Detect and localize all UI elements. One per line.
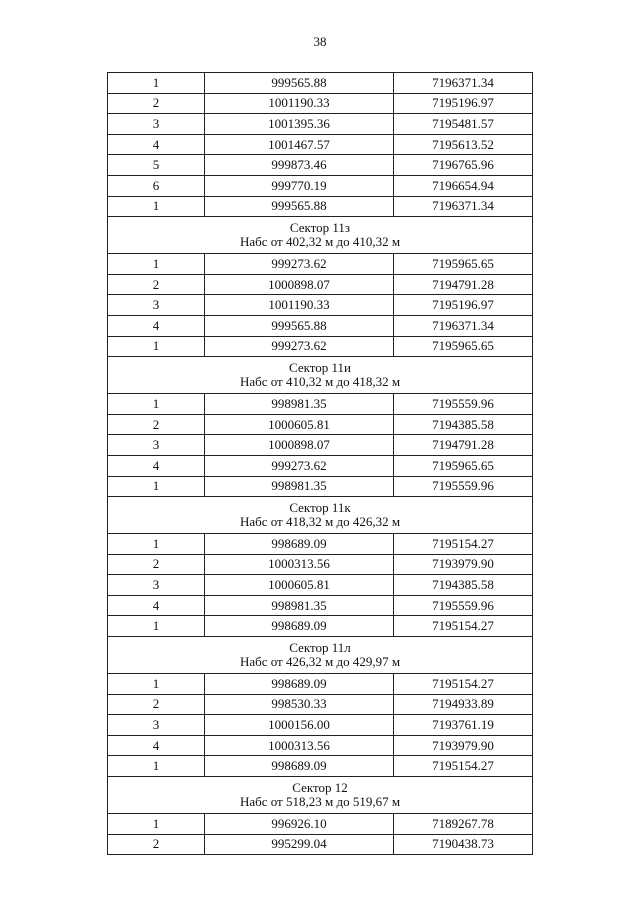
sector-height-range: Набс от 402,32 м до 410,32 м bbox=[239, 234, 401, 250]
sector-header-row bbox=[108, 777, 533, 814]
y-coordinate-cell: 7195196.97 bbox=[394, 93, 533, 114]
y-coordinate-cell: 7195196.97 bbox=[394, 295, 533, 316]
point-number-cell: 3 bbox=[108, 575, 205, 596]
y-coordinate-cell: 7194385.58 bbox=[394, 575, 533, 596]
y-coordinate-cell: 7195154.27 bbox=[394, 534, 533, 555]
point-number-cell: 1 bbox=[108, 814, 205, 835]
point-number-cell: 3 bbox=[108, 114, 205, 135]
table-row bbox=[108, 756, 533, 777]
x-coordinate-cell: 998689.09 bbox=[205, 616, 394, 637]
sector-height-range: Набс от 518,23 м до 519,67 м bbox=[239, 794, 401, 810]
point-number-cell: 2 bbox=[108, 93, 205, 114]
table-row bbox=[108, 674, 533, 695]
point-number-cell: 1 bbox=[108, 616, 205, 637]
x-coordinate-cell: 998689.09 bbox=[205, 756, 394, 777]
x-coordinate-cell: 1001190.33 bbox=[205, 295, 394, 316]
table-row bbox=[108, 155, 533, 176]
x-coordinate-cell: 1000313.56 bbox=[205, 554, 394, 575]
point-number-cell: 2 bbox=[108, 694, 205, 715]
sector-header-cell bbox=[108, 217, 533, 254]
sector-header-cell bbox=[108, 637, 533, 674]
table-row bbox=[108, 715, 533, 736]
x-coordinate-cell: 998689.09 bbox=[205, 534, 394, 555]
point-number-cell: 4 bbox=[108, 595, 205, 616]
sector-height-range: Набс от 410,32 м до 418,32 м bbox=[239, 374, 401, 390]
y-coordinate-cell: 7195965.65 bbox=[394, 254, 533, 275]
sector-header-cell bbox=[108, 497, 533, 534]
table-row bbox=[108, 595, 533, 616]
y-coordinate-cell: 7196765.96 bbox=[394, 155, 533, 176]
point-number-cell: 4 bbox=[108, 134, 205, 155]
sector-title: Сектор 12 bbox=[292, 780, 348, 796]
point-number-cell: 1 bbox=[108, 476, 205, 497]
y-coordinate-cell: 7196371.34 bbox=[394, 315, 533, 336]
point-number-cell: 2 bbox=[108, 274, 205, 295]
table-row bbox=[108, 73, 533, 94]
table-row bbox=[108, 315, 533, 336]
x-coordinate-cell: 1000605.81 bbox=[205, 575, 394, 596]
table-row bbox=[108, 394, 533, 415]
y-coordinate-cell: 7196371.34 bbox=[394, 196, 533, 217]
table-row bbox=[108, 435, 533, 456]
point-number-cell: 1 bbox=[108, 534, 205, 555]
sector-header-row bbox=[108, 497, 533, 534]
table-row bbox=[108, 476, 533, 497]
sector-title: Сектор 11к bbox=[289, 500, 351, 516]
y-coordinate-cell: 7193979.90 bbox=[394, 554, 533, 575]
y-coordinate-cell: 7189267.78 bbox=[394, 814, 533, 835]
sector-title: Сектор 11з bbox=[289, 220, 351, 236]
point-number-cell: 2 bbox=[108, 554, 205, 575]
x-coordinate-cell: 998981.35 bbox=[205, 476, 394, 497]
sector-header-cell bbox=[108, 357, 533, 394]
x-coordinate-cell: 1000898.07 bbox=[205, 274, 394, 295]
table-row bbox=[108, 694, 533, 715]
x-coordinate-cell: 999770.19 bbox=[205, 175, 394, 196]
y-coordinate-cell: 7195613.52 bbox=[394, 134, 533, 155]
point-number-cell: 4 bbox=[108, 735, 205, 756]
y-coordinate-cell: 7195481.57 bbox=[394, 114, 533, 135]
point-number-cell: 5 bbox=[108, 155, 205, 176]
y-coordinate-cell: 7195154.27 bbox=[394, 756, 533, 777]
point-number-cell: 3 bbox=[108, 295, 205, 316]
table-row bbox=[108, 134, 533, 155]
x-coordinate-cell: 999873.46 bbox=[205, 155, 394, 176]
table-row bbox=[108, 534, 533, 555]
point-number-cell: 3 bbox=[108, 715, 205, 736]
x-coordinate-cell: 999565.88 bbox=[205, 315, 394, 336]
point-number-cell: 1 bbox=[108, 674, 205, 695]
y-coordinate-cell: 7195559.96 bbox=[394, 595, 533, 616]
y-coordinate-cell: 7194933.89 bbox=[394, 694, 533, 715]
y-coordinate-cell: 7194385.58 bbox=[394, 414, 533, 435]
x-coordinate-cell: 1001467.57 bbox=[205, 134, 394, 155]
table-row bbox=[108, 274, 533, 295]
sector-title: Сектор 11л bbox=[289, 640, 351, 656]
x-coordinate-cell: 1000605.81 bbox=[205, 414, 394, 435]
x-coordinate-cell: 998689.09 bbox=[205, 674, 394, 695]
sector-header-row bbox=[108, 357, 533, 394]
coordinates-table bbox=[107, 72, 533, 855]
sector-header-row bbox=[108, 637, 533, 674]
table-row bbox=[108, 336, 533, 357]
y-coordinate-cell: 7196654.94 bbox=[394, 175, 533, 196]
point-number-cell: 1 bbox=[108, 336, 205, 357]
table-row bbox=[108, 814, 533, 835]
point-number-cell: 1 bbox=[108, 196, 205, 217]
point-number-cell: 4 bbox=[108, 455, 205, 476]
x-coordinate-cell: 1000313.56 bbox=[205, 735, 394, 756]
page-number: 38 bbox=[313, 34, 327, 49]
point-number-cell: 4 bbox=[108, 315, 205, 336]
sector-height-range: Набс от 426,32 м до 429,97 м bbox=[239, 654, 401, 670]
y-coordinate-cell: 7195154.27 bbox=[394, 616, 533, 637]
point-number-cell: 1 bbox=[108, 756, 205, 777]
x-coordinate-cell: 1000898.07 bbox=[205, 435, 394, 456]
x-coordinate-cell: 1001395.36 bbox=[205, 114, 394, 135]
x-coordinate-cell: 998530.33 bbox=[205, 694, 394, 715]
y-coordinate-cell: 7194791.28 bbox=[394, 435, 533, 456]
table-row bbox=[108, 575, 533, 596]
point-number-cell: 2 bbox=[108, 834, 205, 855]
point-number-cell: 1 bbox=[108, 73, 205, 94]
y-coordinate-cell: 7194791.28 bbox=[394, 274, 533, 295]
x-coordinate-cell: 998981.35 bbox=[205, 595, 394, 616]
table-row bbox=[108, 175, 533, 196]
point-number-cell: 3 bbox=[108, 435, 205, 456]
x-coordinate-cell: 996926.10 bbox=[205, 814, 394, 835]
y-coordinate-cell: 7193979.90 bbox=[394, 735, 533, 756]
table-row bbox=[108, 254, 533, 275]
table-row bbox=[108, 114, 533, 135]
table-row bbox=[108, 455, 533, 476]
x-coordinate-cell: 1000156.00 bbox=[205, 715, 394, 736]
y-coordinate-cell: 7190438.73 bbox=[394, 834, 533, 855]
x-coordinate-cell: 1001190.33 bbox=[205, 93, 394, 114]
x-coordinate-cell: 999273.62 bbox=[205, 336, 394, 357]
point-number-cell: 1 bbox=[108, 254, 205, 275]
y-coordinate-cell: 7195154.27 bbox=[394, 674, 533, 695]
y-coordinate-cell: 7195559.96 bbox=[394, 476, 533, 497]
table-row bbox=[108, 616, 533, 637]
point-number-cell: 2 bbox=[108, 414, 205, 435]
table-row bbox=[108, 295, 533, 316]
point-number-cell: 6 bbox=[108, 175, 205, 196]
y-coordinate-cell: 7196371.34 bbox=[394, 73, 533, 94]
point-number-cell: 1 bbox=[108, 394, 205, 415]
x-coordinate-cell: 999273.62 bbox=[205, 254, 394, 275]
y-coordinate-cell: 7193761.19 bbox=[394, 715, 533, 736]
x-coordinate-cell: 999565.88 bbox=[205, 196, 394, 217]
sector-title: Сектор 11и bbox=[289, 360, 351, 376]
table-row bbox=[108, 554, 533, 575]
table-row bbox=[108, 196, 533, 217]
sector-height-range: Набс от 418,32 м до 426,32 м bbox=[239, 514, 401, 530]
x-coordinate-cell: 998981.35 bbox=[205, 394, 394, 415]
table-row bbox=[108, 834, 533, 855]
y-coordinate-cell: 7195559.96 bbox=[394, 394, 533, 415]
x-coordinate-cell: 995299.04 bbox=[205, 834, 394, 855]
y-coordinate-cell: 7195965.65 bbox=[394, 336, 533, 357]
table-row bbox=[108, 414, 533, 435]
table-row bbox=[108, 93, 533, 114]
sector-header-cell bbox=[108, 777, 533, 814]
sector-header-row bbox=[108, 217, 533, 254]
y-coordinate-cell: 7195965.65 bbox=[394, 455, 533, 476]
x-coordinate-cell: 999565.88 bbox=[205, 73, 394, 94]
x-coordinate-cell: 999273.62 bbox=[205, 455, 394, 476]
table-row bbox=[108, 735, 533, 756]
